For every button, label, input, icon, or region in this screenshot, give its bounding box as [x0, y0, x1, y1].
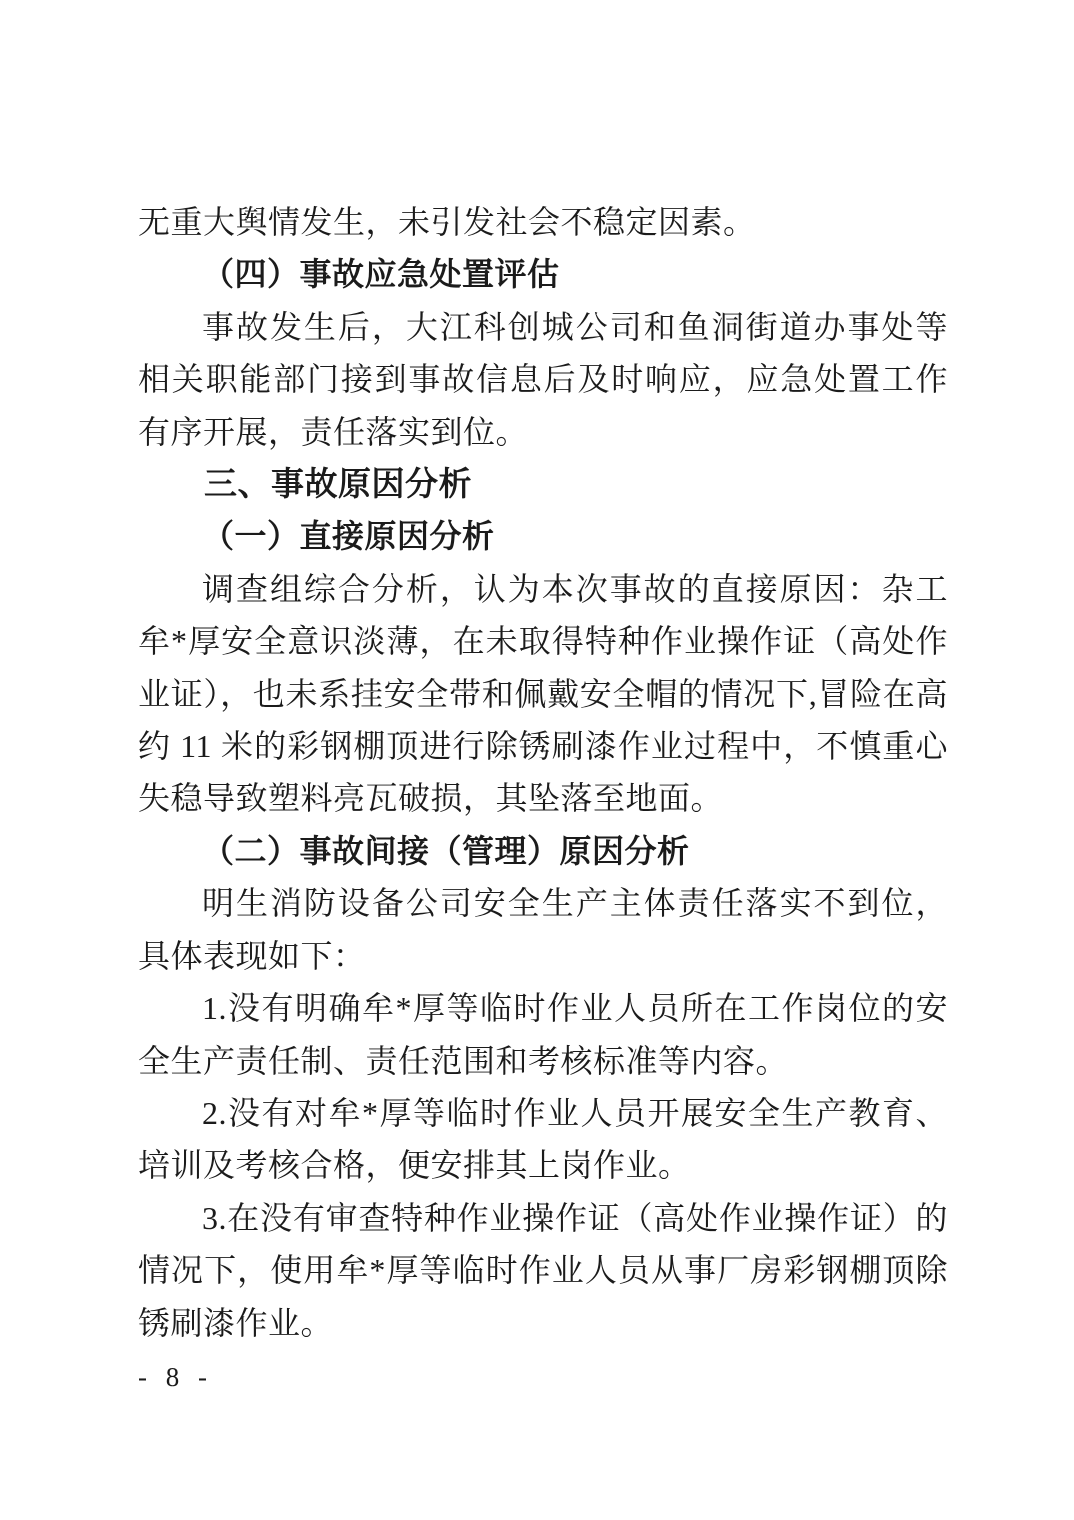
list-item-2: 2.没有对牟*厚等临时作业人员开展安全生产教育、培训及考核合格，便安排其上岗作业。 — [138, 1094, 948, 1184]
paragraph: 调查组综合分析，认为本次事故的直接原因：杂工牟*厚安全意识淡薄，在未取得特种作业操作证（高处作业证），也未系挂安全带和佩戴安全帽的情况下,冒险在高约 11 米的彩钢棚顶进行除锈刷漆作业过程中，不慎重心失稳导致塑料亮瓦破损，其坠落至地面。 — [138, 570, 948, 817]
paragraph-continued: 无重大舆情发生，未引发社会不稳定因素。 — [138, 204, 756, 240]
list-item-3: 3.在没有审查特种作业操作证（高处作业操作证）的情况下，使用牟*厚等临时作业人员从事厂房彩钢棚顶除锈刷漆作业。 — [138, 1199, 948, 1341]
chapter-heading-3-accident-cause-analysis: 三、事故原因分析 — [204, 464, 472, 504]
section-heading-4-emergency-response-evaluation: （四）事故应急处置评估 — [202, 256, 560, 293]
document-body — [138, 196, 948, 1349]
paragraph: 事故发生后，大江科创城公司和鱼洞街道办事处等相关职能部门接到事故信息后及时响应，应急处置工作有序开展，责任落实到位。 — [138, 308, 948, 450]
page-number: - 8 - — [138, 1362, 213, 1392]
section-heading-1-direct-cause-analysis: （一）直接原因分析 — [202, 518, 495, 555]
paragraph: 明生消防设备公司安全生产主体责任落实不到位，具体表现如下： — [138, 885, 948, 974]
list-item-1: 1.没有明确牟*厚等临时作业人员所在工作岗位的安全生产责任制、责任范围和考核标准等内容。 — [138, 990, 948, 1079]
section-heading-2-indirect-management-cause-analysis: （二）事故间接（管理）原因分析 — [202, 832, 690, 869]
